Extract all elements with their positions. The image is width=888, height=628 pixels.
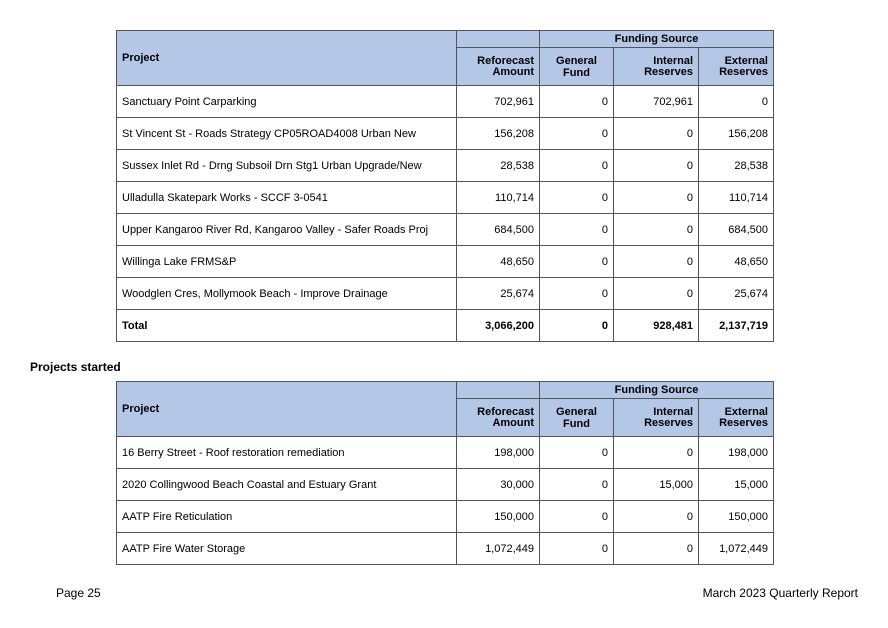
internal-cell: 0 [614, 182, 699, 214]
table-row [117, 278, 774, 310]
external-cell: 28,538 [699, 150, 774, 182]
reforecast-cell: 48,650 [457, 246, 540, 278]
reforecast-cell: 25,674 [457, 278, 540, 310]
project-name: 2020 Collingwood Beach Coastal and Estuary Grant [117, 469, 457, 501]
internal-cell: 0 [614, 501, 699, 533]
project-name: AATP Fire Reticulation [117, 501, 457, 533]
header-external-reserves: External Reserves [699, 48, 774, 86]
internal-cell: 0 [614, 118, 699, 150]
table-row [117, 214, 774, 246]
table-row [117, 150, 774, 182]
header-general-fund: General Fund [540, 399, 614, 437]
reforecast-cell: 198,000 [457, 437, 540, 469]
internal-cell: 0 [614, 246, 699, 278]
project-name: 16 Berry Street - Roof restoration remediation [117, 437, 457, 469]
external-cell: 15,000 [699, 469, 774, 501]
table-row [117, 469, 774, 501]
general-fund-cell: 0 [540, 437, 614, 469]
reforecast-cell: 150,000 [457, 501, 540, 533]
general-fund-cell: 0 [540, 214, 614, 246]
general-fund-cell: 0 [540, 118, 614, 150]
table-row [117, 118, 774, 150]
project-name: St Vincent St - Roads Strategy CP05ROAD4008 Urban New [117, 118, 457, 150]
table-row [117, 182, 774, 214]
total-label: Total [117, 310, 457, 342]
internal-cell: 0 [614, 437, 699, 469]
header-external-reserves: External Reserves [699, 399, 774, 437]
reforecast-cell: 28,538 [457, 150, 540, 182]
header-reforecast: Reforecast Amount [457, 399, 540, 437]
header-blank [457, 31, 540, 48]
page-number: Page 25 [56, 586, 101, 600]
project-name: Sussex Inlet Rd - Drng Subsoil Drn Stg1 Urban Upgrade/New [117, 150, 457, 182]
general-fund-cell: 0 [540, 86, 614, 118]
reforecast-cell: 1,072,449 [457, 533, 540, 565]
external-cell: 150,000 [699, 501, 774, 533]
internal-cell: 702,961 [614, 86, 699, 118]
funding-table-completed [116, 30, 774, 342]
general-fund-cell: 0 [540, 310, 614, 342]
header-internal-reserves: Internal Reserves [614, 399, 699, 437]
external-cell: 198,000 [699, 437, 774, 469]
external-cell: 1,072,449 [699, 533, 774, 565]
general-fund-cell: 0 [540, 150, 614, 182]
reforecast-cell: 110,714 [457, 182, 540, 214]
table-row [117, 86, 774, 118]
internal-cell: 928,481 [614, 310, 699, 342]
header-project: Project [117, 382, 457, 437]
internal-cell: 0 [614, 278, 699, 310]
header-reforecast: Reforecast Amount [457, 48, 540, 86]
reforecast-cell: 684,500 [457, 214, 540, 246]
header-project: Project [117, 31, 457, 86]
external-cell: 25,674 [699, 278, 774, 310]
project-name: Woodglen Cres, Mollymook Beach - Improve Drainage [117, 278, 457, 310]
general-fund-cell: 0 [540, 182, 614, 214]
project-name: Willinga Lake FRMS&P [117, 246, 457, 278]
project-name: AATP Fire Water Storage [117, 533, 457, 565]
table-row [117, 437, 774, 469]
external-cell: 684,500 [699, 214, 774, 246]
reforecast-cell: 702,961 [457, 86, 540, 118]
reforecast-cell: 3,066,200 [457, 310, 540, 342]
section-heading: Projects started [30, 360, 121, 374]
funding-table-started [116, 381, 774, 565]
external-cell: 110,714 [699, 182, 774, 214]
project-name: Upper Kangaroo River Rd, Kangaroo Valley - Safer Roads Proj [117, 214, 457, 246]
internal-cell: 15,000 [614, 469, 699, 501]
internal-cell: 0 [614, 150, 699, 182]
internal-cell: 0 [614, 214, 699, 246]
general-fund-cell: 0 [540, 533, 614, 565]
internal-cell: 0 [614, 533, 699, 565]
header-general-fund: General Fund [540, 48, 614, 86]
reforecast-cell: 30,000 [457, 469, 540, 501]
total-row [117, 310, 774, 342]
project-name: Sanctuary Point Carparking [117, 86, 457, 118]
external-cell: 0 [699, 86, 774, 118]
general-fund-cell: 0 [540, 278, 614, 310]
report-title: March 2023 Quarterly Report [702, 586, 858, 600]
project-name: Ulladulla Skatepark Works - SCCF 3-0541 [117, 182, 457, 214]
external-cell: 156,208 [699, 118, 774, 150]
header-blank [457, 382, 540, 399]
general-fund-cell: 0 [540, 501, 614, 533]
table-row [117, 246, 774, 278]
header-funding-source: Funding Source [540, 31, 774, 48]
external-cell: 2,137,719 [699, 310, 774, 342]
header-internal-reserves: Internal Reserves [614, 48, 699, 86]
table-row [117, 533, 774, 565]
reforecast-cell: 156,208 [457, 118, 540, 150]
table-row [117, 501, 774, 533]
general-fund-cell: 0 [540, 246, 614, 278]
external-cell: 48,650 [699, 246, 774, 278]
header-funding-source: Funding Source [540, 382, 774, 399]
general-fund-cell: 0 [540, 469, 614, 501]
